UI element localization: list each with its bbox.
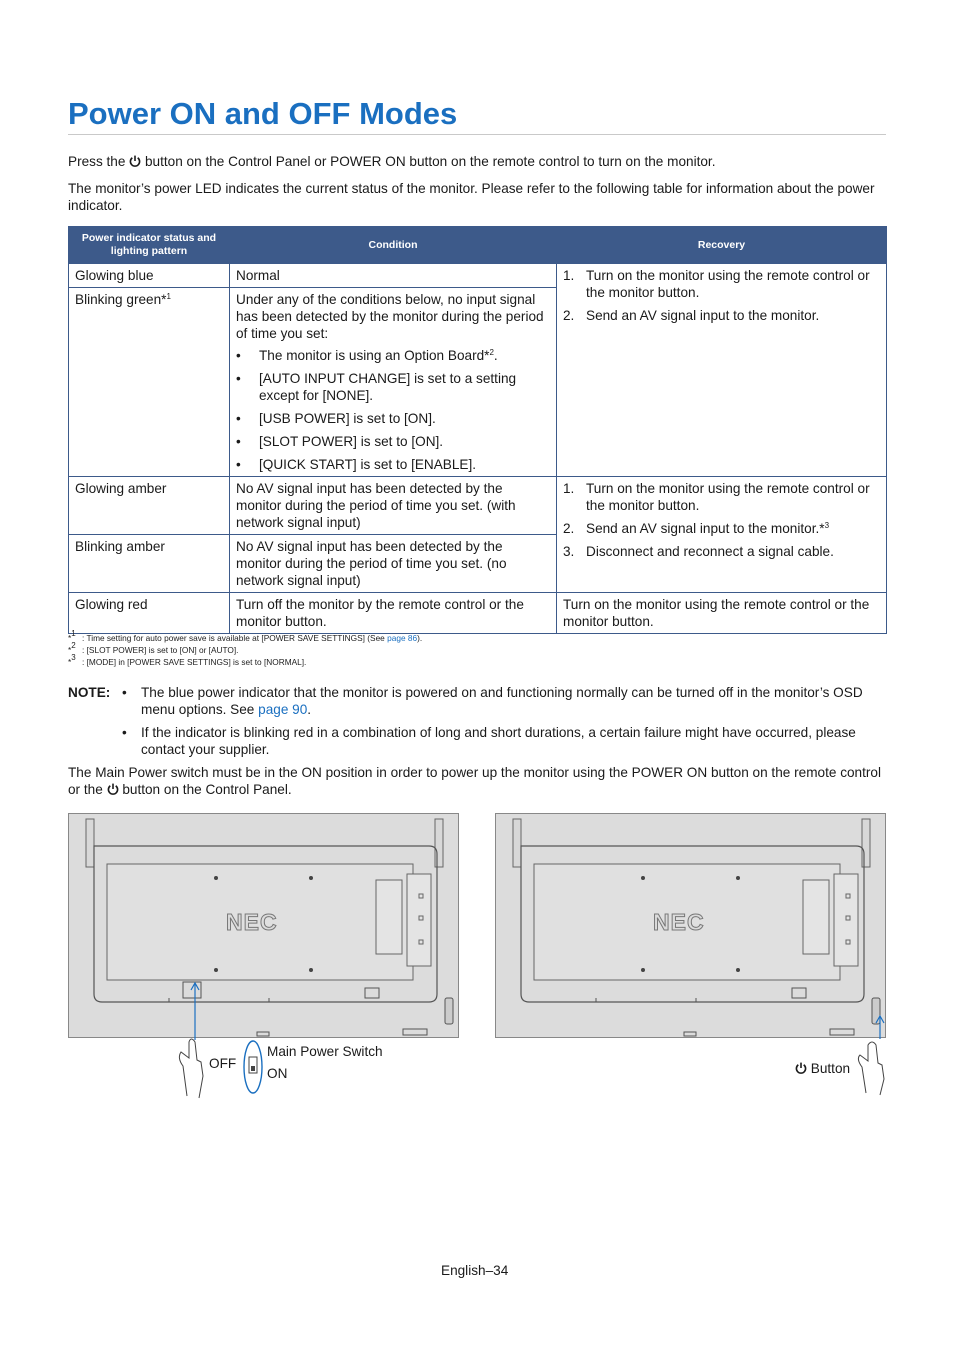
- list-item: • [USB POWER] is set to [ON].: [236, 410, 550, 427]
- page-link[interactable]: page 90: [258, 702, 308, 717]
- main-power-switch-label: Main Power Switch: [267, 1044, 383, 1059]
- note-item: • If the indicator is blinking red in a combination of long and short durations, a certain failure might have occurred, please contact your supplier.: [122, 725, 856, 757]
- status-cell: Glowing amber: [69, 477, 230, 535]
- list-item: • [SLOT POWER] is set to [ON].: [236, 433, 550, 450]
- list-item: 1. Turn on the monitor using the remote control or the monitor button.: [563, 268, 870, 300]
- status-cell: Blinking green*$^1$: [69, 288, 230, 477]
- title-rule: [68, 134, 886, 135]
- table-row: [69, 477, 887, 535]
- page-title: Power ON and OFF Modes: [68, 96, 458, 131]
- main-power-paragraph: The Main Power switch must be in the ON position in order to power up the monitor using the POWER ON button on the remote control or the button on the Control Panel.: [68, 765, 881, 797]
- hand-pointer-icon: [165, 980, 275, 1105]
- footnote-3: *$^3$ : [MODE] in [POWER SAVE SETTINGS] is set to [NORMAL].: [68, 653, 307, 667]
- list-item: 3. Disconnect and reconnect a signal cable.: [563, 544, 834, 559]
- table-header-row: [69, 227, 887, 264]
- power-icon: [107, 783, 119, 795]
- list-item: • [QUICK START] is set to [ENABLE].: [236, 456, 550, 473]
- page-link[interactable]: page 86: [387, 633, 418, 643]
- list-item: 2. Send an AV signal input to the monitor.*$^3$: [563, 521, 830, 536]
- status-cell: Blinking amber: [69, 535, 230, 593]
- list-item: • The monitor is using an Option Board*$^2$.: [236, 347, 550, 364]
- table-row: [69, 264, 887, 288]
- footnote-1: *$^1$ : Time setting for auto power save is available at [POWER SAVE SETTINGS] (See page 86).: [68, 629, 423, 643]
- footnote-2: *$^2$ : [SLOT POWER] is set to [ON] or [AUTO].: [68, 641, 239, 655]
- condition-cell: Under any of the conditions below, no input signal has been detected by the monitor during the period of time you set: • The monitor is using an Option Board*$^2$. • [AUTO INPUT CHANGE] is set to a setting except for [NONE]. • [USB POWER] is set to [ON]. • [SLOT POWER] is set to [ON]. • [QUICK START] is set to [ENABLE].: [230, 288, 557, 477]
- intro-paragraph-1: Press the button on the Control Panel or POWER ON button on the remote control to turn on the monitor.: [68, 154, 716, 169]
- list-item: • [AUTO INPUT CHANGE] is set to a setting except for [NONE].: [236, 370, 550, 404]
- on-label: ON: [267, 1066, 288, 1081]
- intro-paragraph-2: The monitor’s power LED indicates the current status of the monitor. Please refer to the following table for information about the power indicator.: [68, 181, 875, 213]
- table-row: [69, 593, 887, 634]
- table-header: Power indicator status and lighting pattern: [69, 227, 230, 264]
- recovery-cell: [557, 264, 887, 477]
- condition-cell: No AV signal input has been detected by the monitor during the period of time you set. (with network signal input): [230, 477, 557, 535]
- list-item: 2. Send an AV signal input to the monitor.: [563, 308, 820, 323]
- power-icon: [795, 1062, 807, 1074]
- power-icon: [129, 155, 141, 167]
- table-header: Condition: [230, 227, 557, 264]
- power-indicator-table: [68, 226, 887, 634]
- condition-cell: No AV signal input has been detected by the monitor during the period of time you set. (no network signal input): [230, 535, 557, 593]
- recovery-cell: [557, 477, 887, 593]
- off-label: OFF: [209, 1056, 237, 1071]
- monitor-rear-illustration-right: [495, 813, 886, 1038]
- status-cell: Glowing blue: [69, 264, 230, 288]
- status-cell: Glowing red: [69, 593, 230, 634]
- hand-pointer-icon: [852, 1015, 892, 1100]
- recovery-cell: Turn on the monitor using the remote control or the monitor button.: [557, 593, 887, 634]
- condition-cell: Normal: [230, 264, 557, 288]
- note-label: NOTE:: [68, 685, 111, 700]
- condition-cell: Turn off the monitor by the remote control or the monitor button.: [230, 593, 557, 634]
- page-number: English–34: [441, 1263, 509, 1278]
- nec-logo: NEC: [226, 909, 278, 935]
- nec-logo: NEC: [653, 909, 705, 935]
- note-item: • The blue power indicator that the monitor is powered on and functioning normally can be turned off in the monitor’s OSD menu options. See page 90.: [122, 685, 863, 717]
- table-header: Recovery: [557, 227, 887, 264]
- power-button-label: Button: [795, 1060, 850, 1077]
- list-item: 1. Turn on the monitor using the remote control or the monitor button.: [563, 481, 870, 513]
